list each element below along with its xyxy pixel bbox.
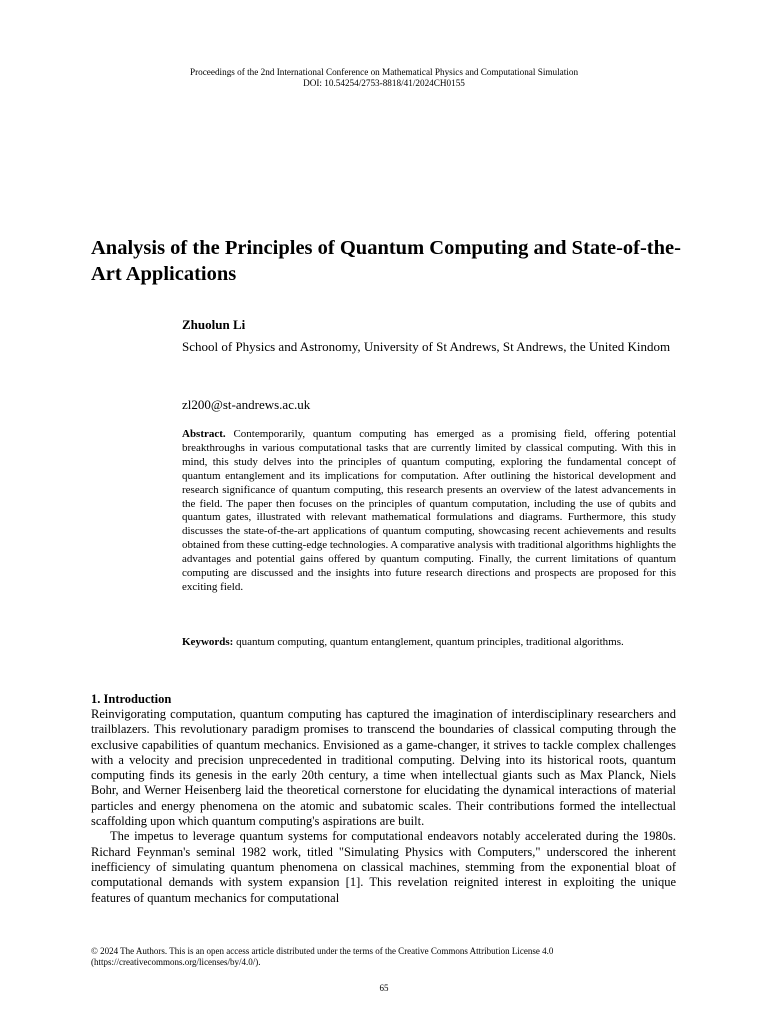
running-header [0, 67, 768, 89]
introduction-body [91, 707, 676, 906]
abstract-text: Contemporarily, quantum computing has emerged as a promising field, offering potential breakthroughs in various computational tasks that are currently limited by classical computing. With this in mind, this study delves into the principles of quantum computing, exploring the fundamental concept of quantum entanglement and its implications for computation. After outlining the historical development and research significance of quantum computing, this research presents an overview of the latest advancements in the field. The paper then focuses on the principles of quantum computation, including the use of qubits and quantum gates, illustrated with relevant mathematical formulations and diagrams. Furthermore, this study discusses the state-of-the-art applications of quantum computing, showcasing recent achievements and results obtained from these cutting-edge technologies. A comparative analysis with traditional algorithms highlights the advantages and potential gains offered by quantum computing. Finally, the current limitations of quantum computing are discussed and the insights into future research directions and prospects are proposed for this exciting field. [182, 428, 677, 593]
introduction-paragraph-1: Reinvigorating computation, quantum computing has captured the imagination of interdisciplinary researchers and trailblazers. This revolutionary paradigm promises to transcend the boundaries of classical computing through the exclusive capabilities of quantum mechanics. Envisioned as a game-changer, it strives to tackle complex challenges with a velocity and precision unprecedented in traditional computing. Delving into its historical roots, quantum computing finds its genesis in the early 20th century, a time when intellectual giants such as Max Planck, Niels Bohr, and Werner Heisenberg laid the theoretical cornerstone for elucidating the dynamical interactions of material particles and energy phenomena on the atomic and subatomic scales. Their contributions formed the intellectual scaffolding upon which quantum computing's aspirations are built. [91, 707, 676, 829]
license-url: (https://creativecommons.org/licenses/by/4.0/). [91, 957, 261, 967]
doi-line: DOI: 10.54254/2753-8818/41/2024CH0155 [303, 78, 465, 88]
page-number: 65 [379, 983, 389, 993]
introduction-paragraph-2: The impetus to leverage quantum systems for computational endeavors notably accelerated during the 1980s. Richard Feynman's seminal 1982 work, titled "Simulating Physics with Computers," underscored the inherent inefficiency of simulating quantum phenomena on classical machines, stemming from the exponential bloat of computational demands with system expansion [1]. This revelation reignited interest in exploiting the unique features of quantum mechanics for computational [91, 829, 676, 905]
proceedings-line: Proceedings of the 2nd International Conference on Mathematical Physics and Computational Simulation [189, 67, 579, 77]
author-affiliation: School of Physics and Astronomy, University of St Andrews, St Andrews, the United Kindom [182, 339, 671, 354]
section-heading-introduction: 1. Introduction [91, 692, 172, 706]
keywords [182, 636, 676, 650]
abstract [182, 428, 676, 595]
paper-title: Analysis of the Principles of Quantum Computing and State-of-the-Art Applications [91, 237, 681, 285]
abstract-label: Abstract. [182, 428, 226, 440]
license-line: © 2024 The Authors. This is an open access article distributed under the terms of the Creative Commons Attribution License 4.0 [91, 946, 554, 956]
author-email: zl200@st-andrews.ac.uk [182, 397, 311, 412]
author-name: Zhuolun Li [182, 317, 246, 332]
license-footnote [91, 946, 681, 968]
keywords-label: Keywords: [182, 636, 234, 648]
keywords-text: quantum computing, quantum entanglement, quantum principles, traditional algorithms. [236, 636, 624, 648]
